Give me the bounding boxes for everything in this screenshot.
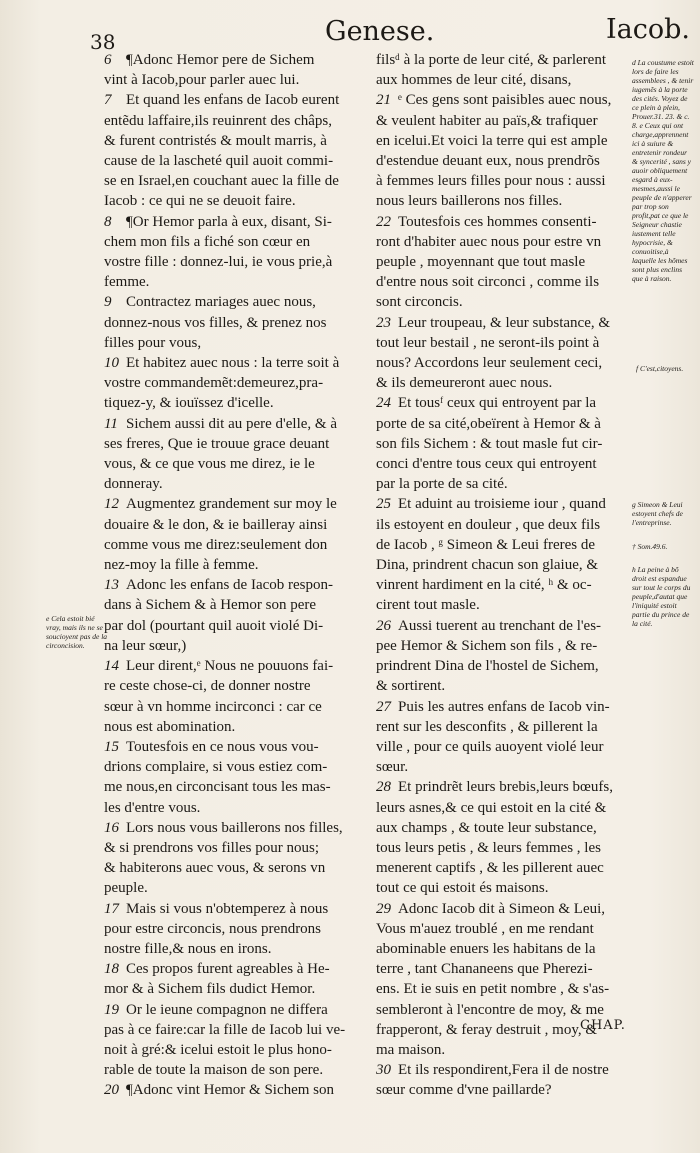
- verse-text: donneray.: [104, 476, 163, 493]
- verse-text: ¶Or Hemor parla à eux, disant, Si-: [126, 213, 332, 230]
- verse-text: femme.: [104, 274, 150, 291]
- verse-text: entẽdu laffaire,ils reuinrent des châps,: [104, 112, 332, 129]
- verse-line: [104, 697, 359, 717]
- running-title-left: Genese.: [325, 16, 435, 47]
- verse-text: douaire & le don, & ie bailleray ainsi: [104, 516, 328, 533]
- verse-text: porte de sa cité,obeïrent à Hemor & à: [376, 415, 601, 432]
- verse-text: ¶Adonc vint Hemor & Sichem son: [126, 1082, 335, 1099]
- verse: [104, 575, 359, 656]
- verse-line: [104, 939, 359, 959]
- verse: [376, 899, 628, 1061]
- verse-line: [104, 575, 359, 595]
- verse-text: ¶Adonc Hemor pere de Sichem: [126, 52, 315, 68]
- verse-text: Iacob : ce qui ne se deuoit faire.: [104, 193, 296, 210]
- verse-line: [104, 717, 359, 737]
- verse-line: [104, 414, 359, 434]
- verse-number: 6: [104, 52, 112, 68]
- verse-line: [376, 535, 628, 555]
- verse-line: [376, 212, 628, 232]
- verse-text: Or le ieune compagnon ne differa: [126, 1001, 328, 1018]
- verse-text: peuple , moyennant que tout masle: [376, 254, 586, 271]
- verse-line: [104, 777, 359, 797]
- verse-line: [104, 272, 359, 292]
- verse-line: [104, 151, 359, 171]
- verse: [104, 494, 359, 575]
- verse-text: dans à Sichem & à Hemor son pere: [104, 597, 317, 614]
- verse-text: Et tousᶠ ceux qui entroyent par la: [398, 395, 597, 412]
- verse-number: 17: [104, 900, 119, 917]
- verse-line: [376, 959, 628, 979]
- verse-number: 11: [104, 415, 118, 432]
- verse-line: [376, 494, 628, 514]
- verse-line: [376, 151, 628, 171]
- verse: [104, 1000, 359, 1081]
- verse-text: pee Hemor & Sichem son fils , & re-: [376, 637, 598, 654]
- verse-line: [104, 1080, 359, 1100]
- verse-text: Ces propos furent agreables à He-: [126, 961, 330, 978]
- verse-number: 29: [376, 900, 391, 917]
- verse-line: [376, 292, 628, 312]
- verse-line: [104, 111, 359, 131]
- verse-text: cirent tout masle.: [376, 597, 480, 614]
- verse-number: 23: [376, 314, 391, 331]
- verse-text: tous leurs petis , & leurs femmes , les: [376, 839, 601, 856]
- verse-text: Augmentez grandement sur moy le: [126, 496, 337, 513]
- verse: [104, 353, 359, 414]
- right-text-column: [376, 50, 628, 1101]
- verse-line: [376, 353, 628, 373]
- verse: [376, 697, 628, 778]
- verse-line: [376, 474, 628, 494]
- verse-text: Contractez mariages auec nous,: [126, 294, 316, 311]
- verse-text: Et aduint au troisieme iour , quand: [398, 496, 606, 513]
- verse-text: drions complaire, si vous estiez com-: [104, 759, 328, 776]
- verse-text: aux hommes de leur cité, disans,: [376, 72, 572, 89]
- verse-text: re ceste chose-ci, de donner nostre: [104, 678, 311, 695]
- verse-line: [104, 252, 359, 272]
- verse-line: [376, 798, 628, 818]
- verse-text: Toutesfois ces hommes consenti-: [398, 213, 597, 230]
- verse-line: [376, 1060, 628, 1080]
- verse-text: leurs asnes,& ce qui estoit en la cité &: [376, 799, 607, 816]
- verse-line: [104, 353, 359, 373]
- verse-line: [104, 474, 359, 494]
- verse-line: [376, 777, 628, 797]
- verse-text: & habiterons auec vous, & serons vn: [104, 860, 326, 877]
- verse-text: prindrent Dina de l'hostel de Sichem,: [376, 658, 599, 675]
- verse-line: [104, 595, 359, 615]
- verse: [376, 777, 628, 898]
- verse-text: Et quand les enfans de Iacob eurent: [126, 92, 340, 109]
- verse-text: les d'entre vous.: [104, 799, 201, 816]
- verse-line: [376, 414, 628, 434]
- verse-line: [104, 838, 359, 858]
- verse: [104, 414, 359, 495]
- margin-note-f: f C'est,citoyens.: [636, 364, 684, 373]
- verse-text: nostre fille,& nous en irons.: [104, 940, 272, 957]
- verse: [376, 313, 628, 394]
- verse-line: [376, 656, 628, 676]
- verse-line: [376, 636, 628, 656]
- verse: [104, 656, 359, 737]
- verse-line: [376, 333, 628, 353]
- verse-line: [104, 131, 359, 151]
- verse-line: [376, 313, 628, 333]
- verse-text: & ils demeureront auec nous.: [376, 375, 553, 392]
- verse-number: 8: [104, 213, 112, 230]
- verse: [376, 616, 628, 697]
- verse-line: [376, 373, 628, 393]
- verse-line: [104, 979, 359, 999]
- verse-line: [376, 757, 628, 777]
- verse-line: [376, 434, 628, 454]
- verse-line: [376, 1080, 628, 1100]
- verse-line: [104, 798, 359, 818]
- verse-text: nez-moy la fille à femme.: [104, 557, 259, 574]
- verse: [104, 818, 359, 899]
- verse-line: [376, 919, 628, 939]
- verse: [104, 50, 359, 90]
- verse-line: [376, 939, 628, 959]
- verse-text: na leur sœur,): [104, 637, 187, 654]
- verse-line: [104, 515, 359, 535]
- verse-text: cause de la lascheté quil auoit commi-: [104, 153, 334, 170]
- verse-text: Et ils respondirent,Fera il de nostre: [398, 1062, 609, 1079]
- catchword: CHAP.: [580, 1018, 626, 1033]
- verse: [104, 292, 359, 353]
- verse-text: comme vous me direz:seulement don: [104, 536, 328, 553]
- verse-line: [104, 676, 359, 696]
- verse-text: à femmes leurs filles pour nous : aussi: [376, 173, 606, 190]
- verse-text: d'entre nous soit circonci , comme ils: [376, 274, 600, 291]
- verse-text: menerent captifs , & les pillerent auec: [376, 860, 604, 877]
- verse-text: sœur.: [376, 759, 409, 776]
- verse-text: sœur comme d'vne paillarde?: [376, 1082, 552, 1099]
- verse-text: ville , pour ce quils auoyent violé leur: [376, 738, 604, 755]
- verse-line: [376, 899, 628, 919]
- verse: [376, 494, 628, 615]
- verse-text: conci d'entre tous ceux qui entroyent: [376, 456, 597, 473]
- verse-text: rent sur les desconfits , & pillerent la: [376, 718, 598, 735]
- verse-text: donnez-nous vos filles, & prenez nos: [104, 314, 327, 331]
- verse-line: [104, 656, 359, 676]
- margin-note-h: h La peine à bõ droit est espandue sur tout le corps du peuple,d'autat que l'iniquité estoit partie du prince de la cité.: [632, 565, 691, 628]
- verse-line: [376, 616, 628, 636]
- verse-line: [104, 212, 359, 232]
- verse-text: d'estendue deuant eux, nous prendrõs: [376, 153, 600, 170]
- verse-text: Dina, prindrent chacun son glaiue, &: [376, 557, 599, 574]
- verse-text: nous est abomination.: [104, 718, 236, 735]
- verse-text: Leur dirent,ᵉ Nous ne pouuons fai-: [126, 658, 334, 675]
- verse-line: [376, 595, 628, 615]
- verse-number: 10: [104, 355, 119, 372]
- verse-text: Puis les autres enfans de Iacob vin-: [398, 698, 610, 715]
- verse-text: & si prendrons vos filles pour nous;: [104, 839, 319, 856]
- verse-number: 24: [376, 395, 391, 412]
- verse-text: me nous,en circoncisant tous les mas-: [104, 779, 331, 796]
- verse-text: vint à Iacob,pour parler auec lui.: [104, 72, 300, 89]
- verse-text: vinrent hardiment en la cité, ʰ & oc-: [376, 577, 592, 594]
- verse-line: [376, 555, 628, 575]
- verse-line: [376, 878, 628, 898]
- verse-line: [376, 50, 628, 70]
- margin-note-g-ref: † Som.49.6.: [632, 542, 668, 551]
- verse-text: sont circoncis.: [376, 294, 463, 311]
- verse-text: & veulent habiter au païs,& trafiquer: [376, 112, 598, 129]
- verse-number: 9: [104, 294, 112, 311]
- verse-line: [376, 979, 628, 999]
- verse-line: [104, 757, 359, 777]
- verse-line: [376, 393, 628, 413]
- verse-line: [104, 959, 359, 979]
- verse-line: [104, 292, 359, 312]
- verse-line: [376, 737, 628, 757]
- verse-text: peuple.: [104, 880, 148, 897]
- verse-number: 12: [104, 496, 119, 513]
- verse-line: [104, 899, 359, 919]
- running-title-right: Iacob.: [606, 14, 691, 45]
- verse-line: [104, 393, 359, 413]
- verse-text: filsᵈ à la porte de leur cité, & parlerent: [376, 52, 606, 68]
- verse-line: [376, 838, 628, 858]
- verse-line: [376, 676, 628, 696]
- verse-line: [104, 878, 359, 898]
- verse-line: [104, 1060, 359, 1080]
- margin-note-left-e: e Cela estoit bié vray, mais ils ne se soucioyent pas de la circoncision.: [46, 614, 108, 650]
- verse-line: [104, 1040, 359, 1060]
- verse-text: frapperont, & feray destruit , moy, &: [376, 1021, 598, 1038]
- verse-number: 16: [104, 819, 119, 836]
- verse-line: [104, 191, 359, 211]
- verse-number: 14: [104, 658, 119, 675]
- page-number: 38: [90, 30, 116, 54]
- verse-text: ront d'habiter auec nous pour estre vn: [376, 233, 602, 250]
- verse-number: 20: [104, 1082, 119, 1099]
- verse: [104, 212, 359, 293]
- verse-line: [104, 737, 359, 757]
- verse: [104, 899, 359, 960]
- verse-line: [376, 131, 628, 151]
- verse-text: en icelui.Et voici la terre qui est ample: [376, 132, 608, 149]
- verse-line: [376, 697, 628, 717]
- verse-line: [376, 191, 628, 211]
- verse: [376, 90, 628, 211]
- verse-text: tout ce qui estoit és maisons.: [376, 880, 549, 897]
- verse-line: [104, 373, 359, 393]
- verse-text: Mais si vous n'obtemperez à nous: [126, 900, 329, 917]
- verse-text: Toutesfois en ce nous vous vou-: [126, 738, 319, 755]
- verse-number: 13: [104, 577, 119, 594]
- verse-line: [376, 454, 628, 474]
- verse-text: Adonc les enfans de Iacob respon-: [126, 577, 334, 594]
- verse-text: tout leur bestail , ne seront-ils point à: [376, 334, 600, 351]
- verse-line: [104, 70, 359, 90]
- verse-text: & furent contristés & moult marris, à: [104, 132, 327, 149]
- verse-line: [104, 90, 359, 110]
- left-text-column: [104, 50, 359, 1101]
- verse: [376, 1060, 628, 1100]
- verse-text: pour estre circoncis, nous prendrons: [104, 920, 322, 937]
- verse: [104, 959, 359, 999]
- verse-line: [104, 1000, 359, 1020]
- verse-text: chem mon fils a fiché son cœur en: [104, 233, 311, 250]
- verse-text: abominable enuers les habitans de la: [376, 940, 596, 957]
- verse-text: mor & à Sichem fils dudict Hemor.: [104, 981, 316, 998]
- verse-line: [104, 616, 359, 636]
- verse-number: 22: [376, 213, 391, 230]
- verse-line: [104, 919, 359, 939]
- verse-text: de Iacob , ᵍ Simeon & Leui freres de: [376, 536, 596, 553]
- verse-text: Vous m'auez troublé , en me rendant: [376, 920, 594, 937]
- verse-line: [376, 272, 628, 292]
- verse-number: 26: [376, 617, 391, 634]
- verse-text: rable de toute la maison de son pere.: [104, 1062, 324, 1079]
- verse-text: sembleront à l'encontre de moy, & me: [376, 1001, 604, 1018]
- verse-line: [376, 70, 628, 90]
- verse-line: [104, 171, 359, 191]
- verse-text: terre , tant Chananeens que Pherezi-: [376, 961, 593, 978]
- verse-text: ils estoyent en douleur , que deux fils: [376, 516, 601, 533]
- verse-text: sœur à vn homme incirconci : car ce: [104, 698, 322, 715]
- verse-text: pas à ce faire:car la fille de Iacob lui ve-: [104, 1021, 346, 1038]
- verse-line: [376, 252, 628, 272]
- verse-text: Et prindrẽt leurs brebis,leurs bœufs,: [398, 779, 613, 796]
- verse-line: [104, 50, 359, 70]
- verse-text: vous, & ce que vous me direz, ie le: [104, 456, 315, 473]
- verse-text: Lors nous vous baillerons nos filles,: [126, 819, 343, 836]
- verse-line: [104, 858, 359, 878]
- verse-text: Adonc Iacob dit à Simeon & Leui,: [398, 900, 606, 917]
- verse-line: [104, 555, 359, 575]
- verse-text: se en Israel,en couchant auec la fille de: [104, 173, 339, 190]
- verse: [104, 90, 359, 211]
- verse-line: [104, 333, 359, 353]
- verse-line: [104, 454, 359, 474]
- verse-line: [376, 1040, 628, 1060]
- verse-line: [376, 858, 628, 878]
- verse-line: [376, 717, 628, 737]
- verse-text: par dol (pourtant quil auoit violé Di-: [104, 617, 324, 634]
- verse-line: [376, 232, 628, 252]
- verse-line: [104, 313, 359, 333]
- margin-note-d-e: d La coustume estoit lors de faire les assemblees , & tenir iugemẽs à la porte des cités. Voyez de ce plein à plein, Prouer.31. 23. & c. 8. e Ceux qui ont charge,apprennent ici à suiure & entretenir rondeur & syncerité , sans y auoir obliquement esgard à eux-mesmes,aussi le peuple de n'apperer par trop son profit,pat ce que le Seigneur chastie iustement telle hypocrisie, & conuoitise,à laquelle les hõmes sont plus enclins que à raison.: [632, 58, 694, 283]
- verse-number: 28: [376, 779, 391, 796]
- verse: [376, 212, 628, 313]
- verse-number: 15: [104, 738, 119, 755]
- verse-text: ens. Et ie suis en petit nombre , & s'as-: [376, 981, 610, 998]
- verse-line: [104, 434, 359, 454]
- verse: [376, 393, 628, 494]
- verse-text: Sichem aussi dit au pere d'elle, & à: [126, 415, 337, 432]
- verse-text: par la porte de sa cité.: [376, 476, 508, 493]
- verse-line: [104, 232, 359, 252]
- verse-text: vostre commandemẽt:demeurez,pra-: [104, 375, 324, 392]
- verse-text: nous leurs baillerons nos filles.: [376, 193, 563, 210]
- verse-text: ma maison.: [376, 1041, 446, 1058]
- verse-text: tiquez-y, & iouïssez d'icelle.: [104, 395, 274, 412]
- verse: [104, 1080, 359, 1100]
- verse-line: [376, 818, 628, 838]
- verse-number: 21: [376, 92, 391, 109]
- verse: [376, 50, 628, 90]
- verse-text: Aussi tuerent au trenchant de l'es-: [398, 617, 602, 634]
- verse-line: [104, 818, 359, 838]
- verse-line: [376, 111, 628, 131]
- verse-text: ᵉ Ces gens sont paisibles auec nous,: [398, 92, 612, 109]
- verse-text: noit à gré:& icelui estoit le plus hono-: [104, 1041, 332, 1058]
- verse-number: 25: [376, 496, 391, 513]
- verse-line: [104, 1020, 359, 1040]
- verse-line: [104, 535, 359, 555]
- margin-note-g: g Simeon & Leui estoyent chefs de l'entreprinse.: [632, 500, 683, 527]
- verse-text: son fils Sichem : & tout masle fut cir-: [376, 435, 603, 452]
- verse-number: 19: [104, 1001, 119, 1018]
- verse-line: [104, 494, 359, 514]
- verse-text: Et habitez auec nous : la terre soit à: [126, 355, 340, 372]
- verse-text: Leur troupeau, & leur substance, &: [398, 314, 611, 331]
- verse-line: [376, 1000, 628, 1020]
- verse-text: vostre fille : donnez-lui, ie vous prie,à: [104, 254, 333, 271]
- verse-number: 27: [376, 698, 391, 715]
- verse-text: filles pour vous,: [104, 334, 202, 351]
- verse-number: 30: [376, 1062, 391, 1079]
- verse-text: nous? Accordons leur seulement ceci,: [376, 355, 603, 372]
- verse-line: [376, 90, 628, 110]
- verse-number: 7: [104, 92, 112, 109]
- verse-line: [376, 515, 628, 535]
- verse-line: [376, 171, 628, 191]
- verse-text: & sortirent.: [376, 678, 446, 695]
- verse-text: aux champs , & toute leur substance,: [376, 819, 597, 836]
- verse-text: ses freres, Que ie trouue grace deuant: [104, 435, 330, 452]
- verse-line: [104, 636, 359, 656]
- verse-number: 18: [104, 961, 119, 978]
- verse: [104, 737, 359, 818]
- verse-line: [376, 575, 628, 595]
